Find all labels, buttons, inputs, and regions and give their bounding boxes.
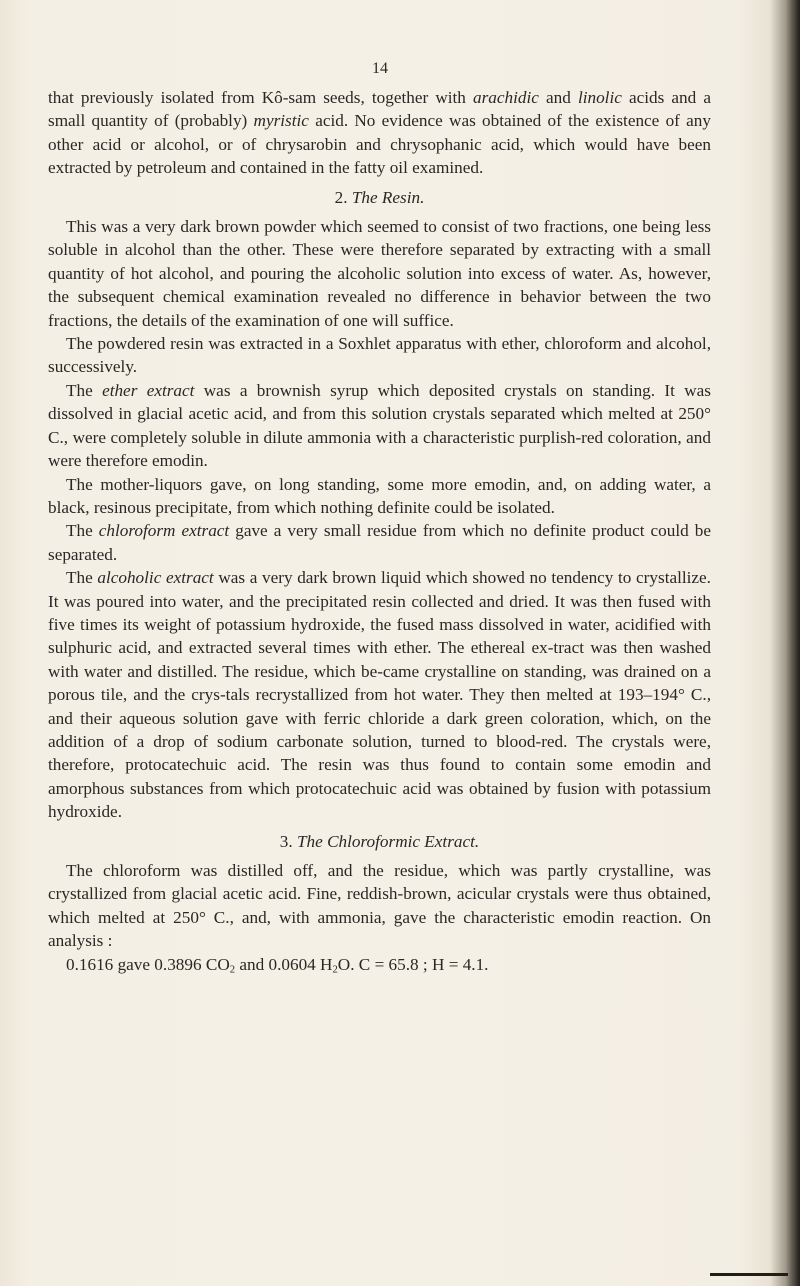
bottom-edge-rule xyxy=(710,1273,788,1276)
paragraph-mother-liquors: The mother-liquors gave, on long standing, some more emodin, and, on adding water, a black, resinous precipitate, from which nothing definite could be isolated. xyxy=(48,474,711,517)
body-text xyxy=(48,86,711,976)
italic-term-linolic: linolic xyxy=(577,88,622,107)
section-heading-chloroformic: 3. The Chloroformic Extract. xyxy=(279,831,480,851)
section-heading-resin: 2. The Resin. xyxy=(334,187,425,207)
page-number: 14 xyxy=(372,60,388,77)
paragraph-intro: that previously isolated from Kô-sam seeds, together with arachidic and linolic acids and a small quantity of (probably) myristic acid. No evidence was obtained of the existence of any other acid or alcohol, or of chrysarobin and chrysophanic acid, which would have been extracted by petroleum and contained in the fatty oil examined. xyxy=(48,88,711,178)
analysis-line: 0.1616 gave 0.3896 $CO_2$ and 0.0604 $H_2O$. C = 65.8 ; H = 4.1. xyxy=(66,954,489,976)
paragraph-soxhlet: The powdered resin was extracted in a Soxhlet apparatus with ether, chloroform and alcohol, successively. xyxy=(48,334,711,377)
italic-term-arachidic: arachidic xyxy=(473,88,539,107)
paragraph-alcoholic-extract: The alcoholic extract was a very dark brown liquid which showed no tendency to crystallize. It was poured into water, and the precipitated resin collected and dried. It was then fused with five times its weight of potassium hydroxide, the fused mass dissolved in water, acidified with sulphuric acid, and extracted several times with ether. The ethereal ex-tract was then washed with water and distilled. The residue, which be-came crystalline on standing, was drained on a porous tile, and the crys-tals recrystallized from hot water. They then melted at 193–194° C., and their aqueous solution gave with ferric chloride a dark green coloration, which, on the addition of a drop of sodium carbonate solution, turned to blood-red. The crystals were, therefore, protocatechuic acid. The resin was thus found to contain some emodin and amorphous substances from which protocatechuic acid was obtained by fusion with potassium hydroxide. xyxy=(48,568,711,822)
italic-term-myristic: myristic xyxy=(253,111,309,131)
paragraph-chloroformic-extract: The chloroform was distilled off, and the residue, which was partly crystalline, was crystallized from glacial acetic acid. Fine, reddish-brown, acicular crystals were thus obtained, which melted at 250° C., and, with ammonia, gave the characteristic emodin reaction. On analysis : xyxy=(48,861,711,951)
page-gutter-shadow xyxy=(786,0,800,1286)
paragraph-resin: This was a very dark brown powder which seemed to consist of two fractions, one being less soluble in alcohol than the other. These were therefore separated by extracting with a small quantity of hot alcohol, and pouring the alcoholic solution into excess of water. As, however, the subsequent chemical examination revealed no difference in behavior between the two fractions, the details of the examination of one will suffice. xyxy=(48,217,711,330)
paragraph-chloroform-extract: The chloroform extract gave a very small residue from which no definite product could be separated. xyxy=(48,521,711,564)
paragraph-ether-extract: The ether extract was a brownish syrup which deposited crystals on standing. It was dissolved in glacial acetic acid, and from this solution crystals separated which melted at 250° C., were completely soluble in dilute ammonia with a characteristic purplish-red coloration, and were therefore emodin. xyxy=(48,380,711,471)
